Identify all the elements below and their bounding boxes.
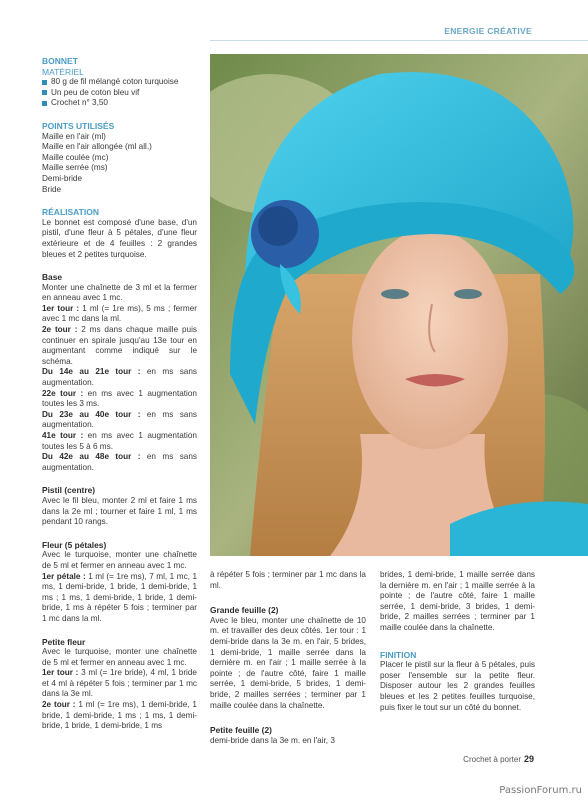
pattern-title: BONNET: [42, 56, 78, 66]
bullet-square-icon: [42, 90, 47, 95]
base-step: 41e tour : en ms avec 1 augmentation toutes les 5 à 6 ms.: [42, 431, 197, 451]
base-step: Du 14e au 21e tour : en ms sans augmentation.: [42, 367, 198, 388]
watermark: PassionForum.ru: [499, 785, 582, 796]
grande-feuille-heading: Grande feuille (2): [210, 605, 279, 616]
base-heading: Base: [42, 272, 63, 283]
realisation-text: Le bonnet est composé d'une base, d'un pistil, d'une fleur à 5 pétales, d'une fleur extérieure et de 4 feuilles : 2 grandes bleues et 2 petites turquoise.: [42, 217, 197, 259]
header-rule: [210, 40, 588, 41]
point-item: Maille en l'air allongée (ml all.): [42, 142, 152, 152]
base-step: Du 23e au 40e tour : en ms sans augmentation.: [42, 409, 198, 430]
petite-feuille-text: demi-bride dans la 3e m. en l'air, 3: [210, 735, 335, 745]
pistil-text: Avec le fil bleu, monter 2 ml et faire 1 ms dans la 2e ml ; tourner et faire 1 ml, 1 ms pendant 10 rangs.: [42, 495, 197, 527]
materiel-heading: MATÉRIEL: [42, 66, 84, 77]
section-header: ENERGIE CRÉATIVE: [444, 26, 532, 36]
base-step: Du 42e au 48e tour : en ms sans augmentation.: [42, 452, 198, 472]
petite-fleur-step: 2e tour : 1 ml (= 1re ms), 1 demi-bride, 1 bride, 1 demi-bride, 1 ms ; 1 ms, 1 demi-bride, 1 bride, 1 demi-bride, 1 ms: [42, 700, 197, 731]
page-footer: [463, 754, 534, 764]
materiel-item: Crochet n° 3,50: [42, 98, 197, 109]
point-item: Maille en l'air (ml): [42, 131, 106, 141]
column-3: [380, 570, 535, 713]
realisation-heading: RÉALISATION: [42, 207, 99, 218]
fleur-step: 1er pétale : 1 ml (= 1re ms), 7 ml, 1 mc, 1 ms, 1 demi-bride, 1 bride, 1 demi-bride, 1 ms ; 1 ms, 1 demi-bride, 1 bride, 1 demi-bride, 1 ms à répéter 5 fois ; terminer par 1 mc dans la ml.: [42, 571, 197, 623]
points-heading: POINTS UTILISÉS: [42, 120, 115, 131]
base-step: 22e tour : en ms avec 1 augmentation toutes les 3 ms.: [42, 388, 197, 409]
petite-feuille-heading: Petite feuille (2): [210, 725, 272, 736]
bullet-square-icon: [42, 80, 47, 85]
finition-heading: FINITION: [380, 649, 417, 660]
point-item: Maille serrée (ms): [42, 163, 108, 173]
base-intro: Monter une chaînette de 3 ml et la fermer en anneau avec 1 mc.: [42, 282, 197, 303]
col2-continuation: à répéter 5 fois ; terminer par 1 mc dans la ml.: [210, 570, 366, 590]
model-photo: [210, 54, 588, 556]
point-item: Maille coulée (mc): [42, 152, 109, 162]
fleur-heading: Fleur (5 pétales): [42, 539, 107, 550]
woman-in-hat-photo: [210, 54, 588, 556]
materiel-item: 80 g de fil mélangé coton turquoise: [42, 77, 197, 88]
finition-text: Placer le pistil sur la fleur à 5 pétales, puis poser l'ensemble sur la petite fleur. Disposer autour les 2 grandes feuilles bleues et les 2 petites feuilles turquoise, puis fixer le tout sur un côté du bonnet.: [380, 660, 535, 712]
grande-feuille-text: Avec le bleu, monter une chaînette de 10 m. et travailler des deux côtés. 1er tour : 1 demi-bride dans la 3e m. en l'air, 5 brides, 1 demi-bride, 1 maille serrée dans la dernière m. en l'air ; 1 maille serrée à la pointe ; de l'autre côté, faire 1 maille serrée, 1 demi-bride, 5 brides, 1 demi-bride, 2 mailles serrées ; terminer par 1 maille coulée dans la chaînette.: [210, 615, 366, 710]
petite-fleur-step: 1er tour : 3 ml (= 1re bride), 4 ml, 1 bride et 4 ml à répéter 5 fois ; terminer par 1 mc dans la 3e ml.: [42, 668, 197, 699]
pistil-heading: Pistil (centre): [42, 485, 96, 496]
magazine-name: Crochet à porter: [463, 755, 521, 764]
point-item: Demi-bride: [42, 173, 83, 183]
page-number: 29: [523, 754, 534, 764]
left-column: [42, 56, 197, 732]
bullet-square-icon: [42, 101, 47, 106]
base-step: 1er tour : 1 ml (= 1re ms), 5 ms ; fermer avec 1 mc dans la ml.: [42, 303, 197, 324]
fleur-intro: Avec le turquoise, monter une chaînette de 5 ml et fermer en anneau avec 1 mc.: [42, 550, 197, 570]
column-2: [210, 570, 366, 746]
petite-fleur-heading: Petite fleur: [42, 636, 86, 647]
col3-continuation: brides, 1 demi-bride, 1 maille serrée dans la dernière m. en l'air ; 1 maille serrée à la pointe ; de l'autre côté, faire 1 maille serrée, 1 demi-bride, 3 brides, 1 demi-bride, 2 mailles serrées ; terminer par 1 maille coulée dans la chaînette.: [380, 570, 535, 632]
base-step: 2e tour : 2 ms dans chaque maille puis continuer en spirale jusqu'au 13e tour en augmentant comme indiqué sur le schéma.: [42, 325, 197, 366]
petite-fleur-intro: Avec le turquoise, monter une chaînette de 5 ml et fermer en anneau avec 1 mc.: [42, 647, 197, 667]
point-item: Bride: [42, 184, 62, 194]
materiel-item: Un peu de coton bleu vif: [42, 88, 197, 99]
